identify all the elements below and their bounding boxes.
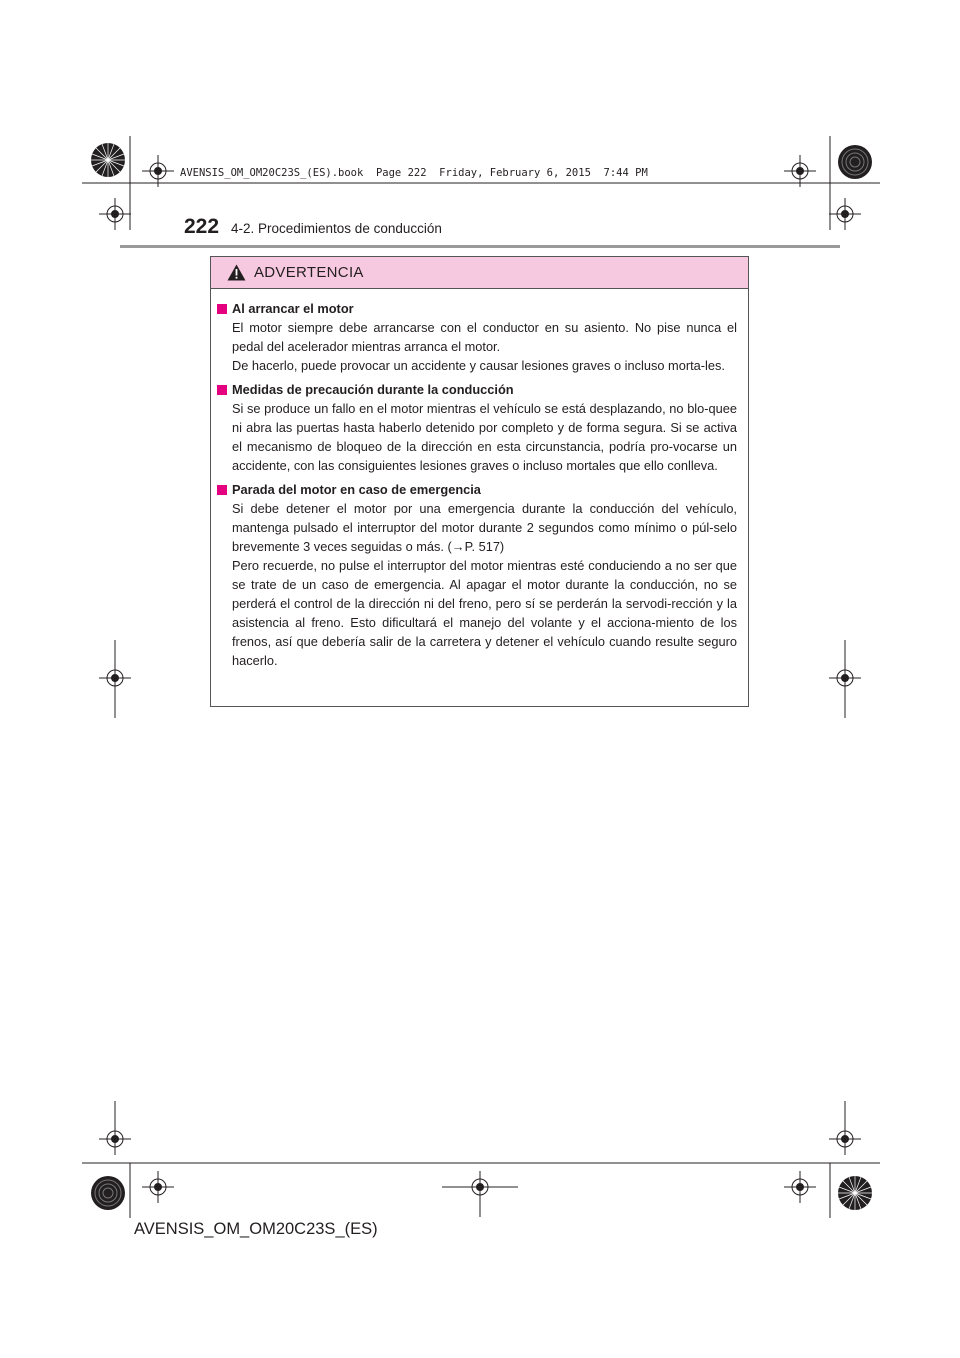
registration-mark-icon	[784, 155, 816, 187]
registration-mark-icon	[829, 1101, 861, 1155]
starburst-mark-icon	[838, 1176, 872, 1210]
warning-item	[217, 480, 737, 670]
warning-paragraph: De hacerlo, puede provocar un accidente y causar lesiones graves o incluso morta-les.	[232, 358, 725, 373]
warning-header	[211, 257, 748, 289]
registration-mark-icon	[784, 1171, 816, 1203]
registration-mark-icon	[99, 198, 131, 230]
starburst-mark-icon	[838, 145, 872, 179]
registration-mark-icon	[142, 155, 174, 187]
warning-paragraph: Pero recuerde, no pulse el interruptor del motor mientras esté conduciendo a no ser que se trate de un caso de emergencia. Al apagar el motor durante la conducción, no se perderá el control de la dirección ni del freno, pero sí se perderán la servodi-rección y la asistencia al freno. Esto dificultará el manejo del volante y el acciona-miento de los frenos, así que debería salir de la carretera y detener el vehículo cuando resulte seguro hacerlo.	[232, 558, 737, 668]
warning-heading: ADVERTENCIA	[254, 264, 364, 281]
registration-mark-icon	[142, 1171, 174, 1203]
registration-mark-icon	[829, 640, 861, 718]
warning-triangle-icon	[227, 264, 246, 281]
bullet-square-icon	[217, 385, 227, 395]
registration-mark-icon	[829, 198, 861, 230]
warning-paragraph: Si debe detener el motor por una emergencia durante la conducción del vehículo, mantenga pulsado el interruptor del motor durante 2 segundos como mínimo o púl-selo brevemente 3 veces seguidas o más. (→P. 517)	[232, 501, 737, 554]
warning-body	[211, 289, 748, 670]
book-info-line: AVENSIS_OM_OM20C23S_(ES).book Page 222 Friday, February 6, 2015 7:44 PM	[180, 167, 648, 179]
bullet-square-icon	[217, 485, 227, 495]
section-title: 4-2. Procedimientos de conducción	[231, 221, 442, 236]
starburst-mark-icon	[91, 1176, 125, 1210]
header-rule	[120, 245, 840, 248]
footer-doc-code: AVENSIS_OM_OM20C23S_(ES)	[134, 1220, 378, 1238]
page-number: 222	[184, 215, 220, 238]
warning-item	[217, 380, 737, 475]
registration-mark-icon	[442, 1171, 518, 1217]
starburst-mark-icon	[91, 143, 125, 177]
bullet-square-icon	[217, 304, 227, 314]
warning-paragraph: Si se produce un fallo en el motor mientras el vehículo se está desplazando, no blo-quee ni abra las puertas hasta haberlo detenido por completo y de forma segura. Si se activa el mecanismo de bloqueo de la dirección en esta circunstancia, podría pro-vocarse un accidente, con las consiguientes lesiones graves o incluso mortales que ello conlleva.	[232, 401, 737, 473]
registration-mark-icon	[99, 640, 131, 718]
warning-box	[210, 256, 749, 707]
warning-item	[217, 299, 737, 375]
registration-mark-icon	[99, 1101, 131, 1155]
warning-item-title: Medidas de precaución durante la conducción	[232, 382, 514, 397]
warning-item-title: Al arrancar el motor	[232, 301, 354, 316]
warning-item-title: Parada del motor en caso de emergencia	[232, 482, 481, 497]
warning-paragraph: El motor siempre debe arrancarse con el conductor en su asiento. No pise nunca el pedal del acelerador mientras arranca el motor.	[232, 320, 737, 354]
